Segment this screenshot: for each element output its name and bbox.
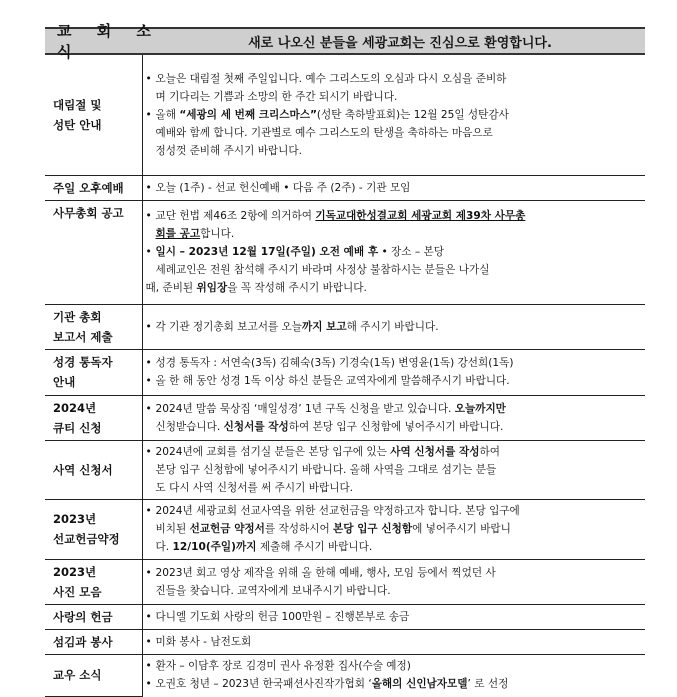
list-item: • 2024년 말씀 묵상집 ‘매일성경’ 1년 구독 신청을 받고 있습니다. 오늘까지만 신청받습니다. 신청서를 작성하여 본당 입구 신청함에 넣어주시기 바랍니다. bbox=[145, 402, 506, 433]
news-body bbox=[142, 654, 645, 696]
news-row-bible-readers bbox=[45, 349, 645, 395]
category-label: 기관 총회 보고서 제출 bbox=[45, 304, 142, 349]
list-item: • 미화 봉사 - 남전도회 bbox=[145, 635, 252, 648]
church-news-page bbox=[45, 22, 645, 697]
news-row-mission-pledge bbox=[45, 499, 645, 559]
news-header bbox=[45, 22, 645, 61]
news-row-afternoon-service bbox=[45, 175, 645, 200]
news-row-ministry bbox=[45, 440, 645, 499]
news-body bbox=[142, 55, 645, 175]
news-body bbox=[142, 175, 645, 200]
list-item: • 2024년 세광교회 선교사역을 위한 선교헌금을 약정하고자 합니다. 본당 입구에 비치된 선교헌금 약정서를 작성하시어 본당 입구 신청함에 넣어주시기 바랍니 다. 12/10(주일)까지 제출해 주시기 바랍니다. bbox=[145, 505, 520, 553]
category-label: 사랑의 헌금 bbox=[45, 604, 142, 629]
news-body bbox=[142, 499, 645, 559]
news-row-general-meeting bbox=[45, 200, 645, 304]
category-label: 2023년 사진 모음 bbox=[45, 559, 142, 604]
category-label: 사역 신청서 bbox=[45, 440, 142, 499]
list-item: • 올 한 해 동안 성경 1독 이상 하신 분들은 교역자에게 말씀해주시기 바랍니다. bbox=[145, 375, 510, 387]
category-label: 섬김과 봉사 bbox=[45, 629, 142, 654]
category-label: 대림절 및 성탄 안내 bbox=[45, 55, 142, 175]
news-row-reports bbox=[45, 304, 645, 349]
news-body bbox=[142, 349, 645, 395]
category-label: 사무총회 공고 bbox=[45, 200, 142, 304]
list-item: • 다니엘 기도회 사랑의 헌금 100만원 – 진행본부로 송금 bbox=[145, 610, 410, 623]
list-item: • 성경 통독자 : 서연숙(3독) 김혜숙(3독) 기경숙(1독) 변영윤(1독) 강선희(1독) bbox=[145, 357, 514, 369]
list-item: • 2023년 회고 영상 제작을 위해 올 한해 예배, 행사, 모임 등에서 찍었던 사 진들을 찾습니다. 교역자에게 보내주시기 바랍니다. bbox=[145, 566, 496, 597]
news-row-member-news bbox=[45, 654, 645, 696]
category-label: 2023년 선교헌금약정 bbox=[45, 499, 142, 559]
news-body bbox=[142, 304, 645, 349]
news-body bbox=[142, 559, 645, 604]
news-row-qt bbox=[45, 395, 645, 440]
category-label: 주일 오후예배 bbox=[45, 175, 142, 200]
news-table bbox=[45, 55, 645, 697]
news-body bbox=[142, 604, 645, 629]
news-body bbox=[142, 395, 645, 440]
list-item: • 환자 – 이담후 장로 김경미 권사 유정환 집사(수술 예정) bbox=[145, 660, 411, 673]
news-row-service bbox=[45, 629, 645, 654]
list-item: • 오늘은 대림절 첫째 주일입니다. 예수 그리스도의 오심과 다시 오심을 준비하 며 기다리는 기쁨과 소망의 한 주간 되시기 바랍니다. bbox=[145, 72, 507, 103]
news-title: 교 회 소 식 bbox=[57, 22, 161, 61]
news-body bbox=[142, 440, 645, 499]
list-item: • 각 기관 정기총회 보고서를 오늘까지 보고해 주시기 바랍니다. bbox=[145, 320, 439, 333]
list-item: • 2024년에 교회를 섬기실 분들은 본당 입구에 있는 사역 신청서를 작성하여 본당 입구 신청함에 넣어주시기 바랍니다. 올해 사역을 그대로 섬기는 분들 도 다시 사역 신청서를 써 주시기 바랍니다. bbox=[145, 445, 500, 494]
news-body bbox=[142, 629, 645, 654]
list-item: • 오권호 청년 – 2023년 한국패션사진작가협회 ‘올해의 신인남자모델’ 로 선정 bbox=[145, 678, 509, 691]
welcome-message: 새로 나오신 분들을 세광교회는 진심으로 환영합니다. bbox=[248, 35, 552, 51]
list-item: • 교단 헌법 제46조 2항에 의거하여 기독교대한성결교회 세광교회 제39차 사무총 회를 공고합니다. bbox=[145, 210, 526, 240]
list-item: • 오늘 (1주) - 선교 헌신예배 • 다음 주 (2주) - 기관 모임 bbox=[145, 181, 411, 194]
category-label: 2024년 큐티 신청 bbox=[45, 395, 142, 440]
news-row-advent bbox=[45, 55, 645, 175]
list-item: • 올해 “세광의 세 번째 크리스마스”(성탄 축하발표회)는 12월 25일 성탄감사 예배와 함께 합니다. 기관별로 예수 그리스도의 탄생을 축하하는 마음으로 정성껏 준비해 주시기 바랍니다. bbox=[145, 108, 509, 157]
news-row-love-offering bbox=[45, 604, 645, 629]
list-item: • 일시 – 2023년 12월 17일(주일) 오전 예배 후 • 장소 – 본당 세례교인은 전원 참석해 주시기 바라며 사정상 불참하시는 분들은 나가실 때, 준비된 위임장을 꼭 작성해 주시기 바랍니다. bbox=[145, 246, 490, 294]
news-row-photos bbox=[45, 559, 645, 604]
category-label: 성경 통독자 안내 bbox=[45, 349, 142, 395]
category-label: 교우 소식 bbox=[45, 654, 142, 696]
news-body bbox=[142, 200, 645, 304]
